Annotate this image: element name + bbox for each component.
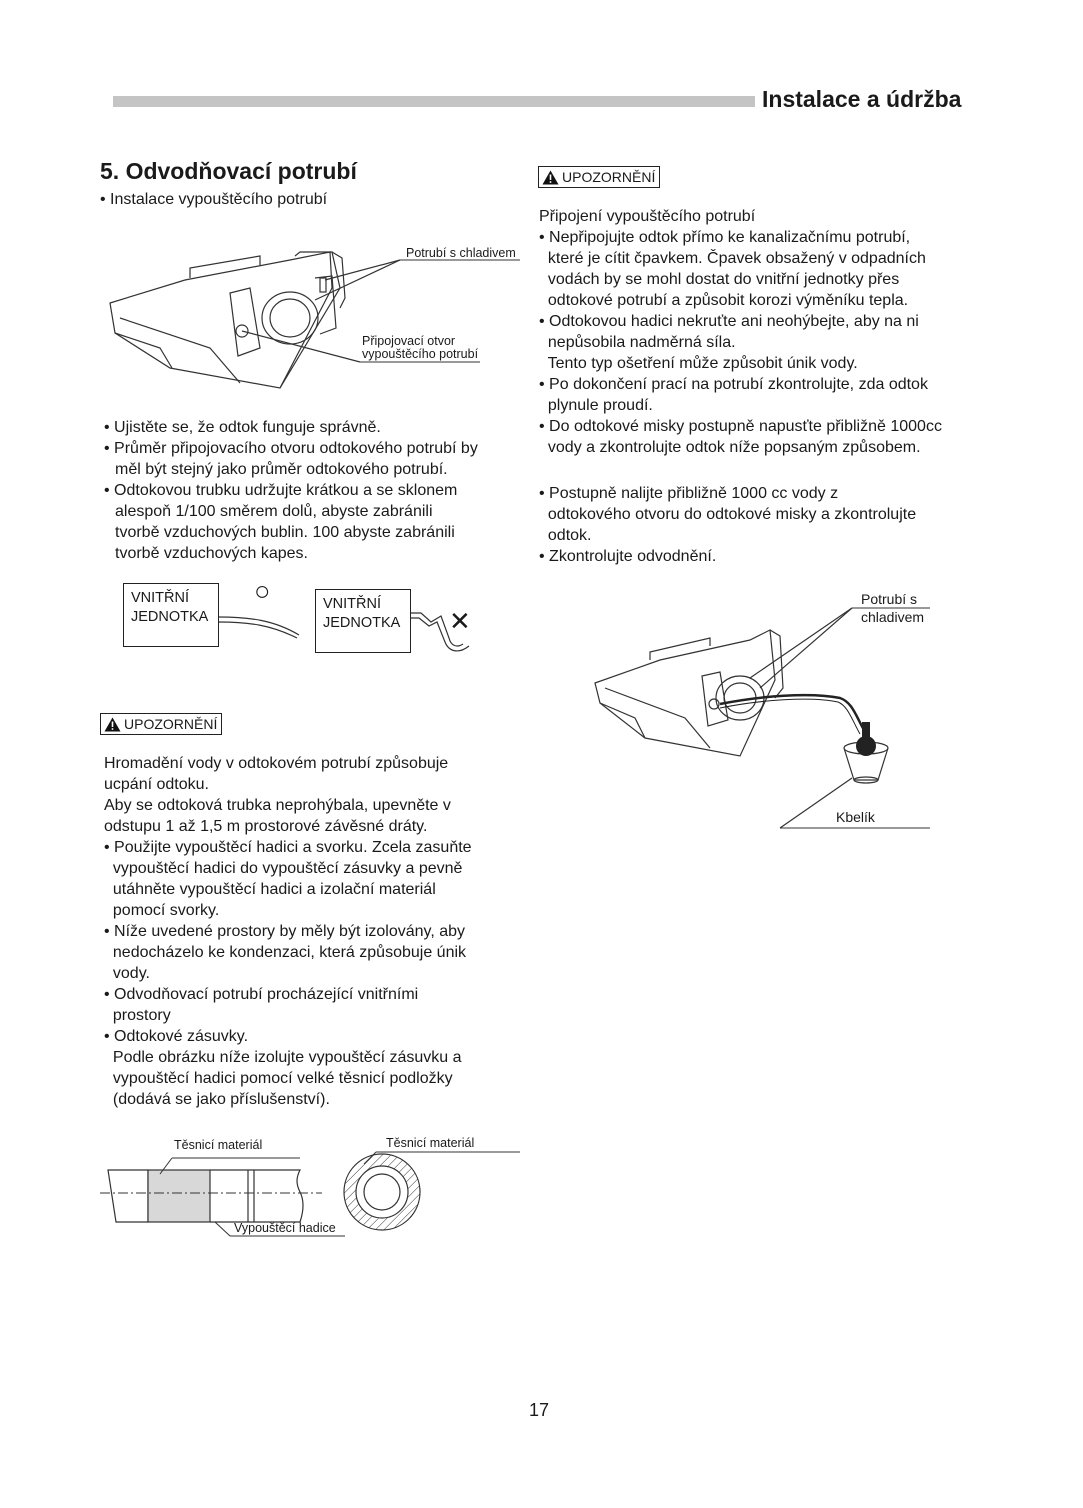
section-title: 5. Odvodňovací potrubí bbox=[100, 158, 357, 184]
label-bucket: Kbelík bbox=[836, 809, 875, 825]
indoor-unit-box-wrong: VNITŘNÍ JEDNOTKA bbox=[315, 589, 411, 653]
left-bullets bbox=[104, 417, 478, 564]
warning-badge-left: UPOZORNĚNÍ bbox=[100, 713, 222, 735]
label-outlet-line2: vypouštěcího potrubí bbox=[362, 347, 479, 361]
label-refrigerant-pipe: Potrubí s chladivem bbox=[406, 246, 516, 260]
page-number: 17 bbox=[529, 1400, 550, 1420]
warning-triangle-icon bbox=[104, 717, 121, 732]
warning-badge-right: UPOZORNĚNÍ bbox=[538, 166, 660, 188]
header-title: Instalace a údržba bbox=[762, 86, 962, 112]
intro-bullet: • Instalace vypouštěcího potrubí bbox=[100, 191, 328, 208]
label-seal-right: Těsnicí materiál bbox=[386, 1136, 475, 1150]
label-refrigerant-line1: Potrubí s bbox=[861, 591, 918, 607]
indoor-unit-box-correct: VNITŘNÍ JEDNOTKA bbox=[123, 583, 219, 647]
bullet-1: • Ujistěte se, že odtok funguje správně. bbox=[104, 419, 381, 436]
bullet-3: • Odtokovou trubku udržujte krátkou a se sklonem alespoň 1/100 směrem dolů, abyste zabránili tvorbě vzduchových bublin. 100 abyste zabránili tvorbě vzduchových kapes. bbox=[104, 482, 458, 562]
correct-pipe bbox=[219, 617, 299, 635]
label-outlet-line1: Připojovací otvor bbox=[362, 334, 456, 348]
wrong-cross-icon: ✕ bbox=[449, 606, 471, 636]
label-drain-hose: Vypouštěcí hadice bbox=[234, 1221, 336, 1235]
label-refrigerant-line2: chladivem bbox=[861, 609, 925, 625]
label-seal-left: Těsnicí materiál bbox=[174, 1138, 263, 1152]
ok-circle-icon: ○ bbox=[254, 576, 271, 606]
header-bar bbox=[113, 96, 755, 107]
warning-right-text: Připojení vypouštěcího potrubí • Nepřipojujte odtok přímo ke kanalizačnímu potrubí, které je cítit čpavkem. Čpavek obsažený v odpadních vodách by se mohl dostat do vnitřní jednotky přes odtokové potrubí a způsobit korozi výměníku tepla. • Odtokovou hadici nekruťte ani neohýbejte, aby na ni nepůsobila nadměrná síla. Tento typ ošetření může způsobit únik vody. • Po dokončení prací na potrubí zkontrolujte, zda odtok plynule proudí. • Do odtokové misky postupně napusťte přibližně 1000cc vody a zkontrolujte odtok níže popsaným způsobem. bbox=[539, 208, 942, 456]
warning-right-text-2: • Postupně nalijte přibližně 1000 cc vody z odtokového otvoru do odtokové misky a zkontrolujte odtok. • Zkontrolujte odvodnění. bbox=[539, 485, 917, 565]
warning-left-text: Hromadění vody v odtokovém potrubí způsobuje ucpání odtoku. Aby se odtoková trubka neprohýbala, upevněte v odstupu 1 až 1,5 m prostorové závěsné dráty. • Použijte vypouštěcí hadici a svorku. Zcela zasuňte vypouštěcí hadici do vypouštěcí zásuvky a pevně utáhněte vypouštěcí hadici a izolační materiál pomocí svorky. • Níže uvedené prostory by měly být izolovány, aby nedocházelo ke kondenzaci, která způsobuje únik vody. • Odvodňovací potrubí procházející vnitřními prostory • Odtokové zásuvky. Podle obrázku níže izolujte vypouštěcí zásuvku a vypouštěcí hadici pomocí velké těsnicí podložky (dodává se jako příslušenství). bbox=[104, 755, 472, 1108]
indoor-unit-drain-figure bbox=[100, 238, 530, 398]
seal-material-block bbox=[148, 1170, 210, 1222]
bullet-2: • Průměr připojovacího otvoru odtokového potrubí by měl být stejný jako průměr odtokového potrubí. bbox=[104, 440, 478, 478]
warning-triangle-icon bbox=[542, 170, 559, 185]
